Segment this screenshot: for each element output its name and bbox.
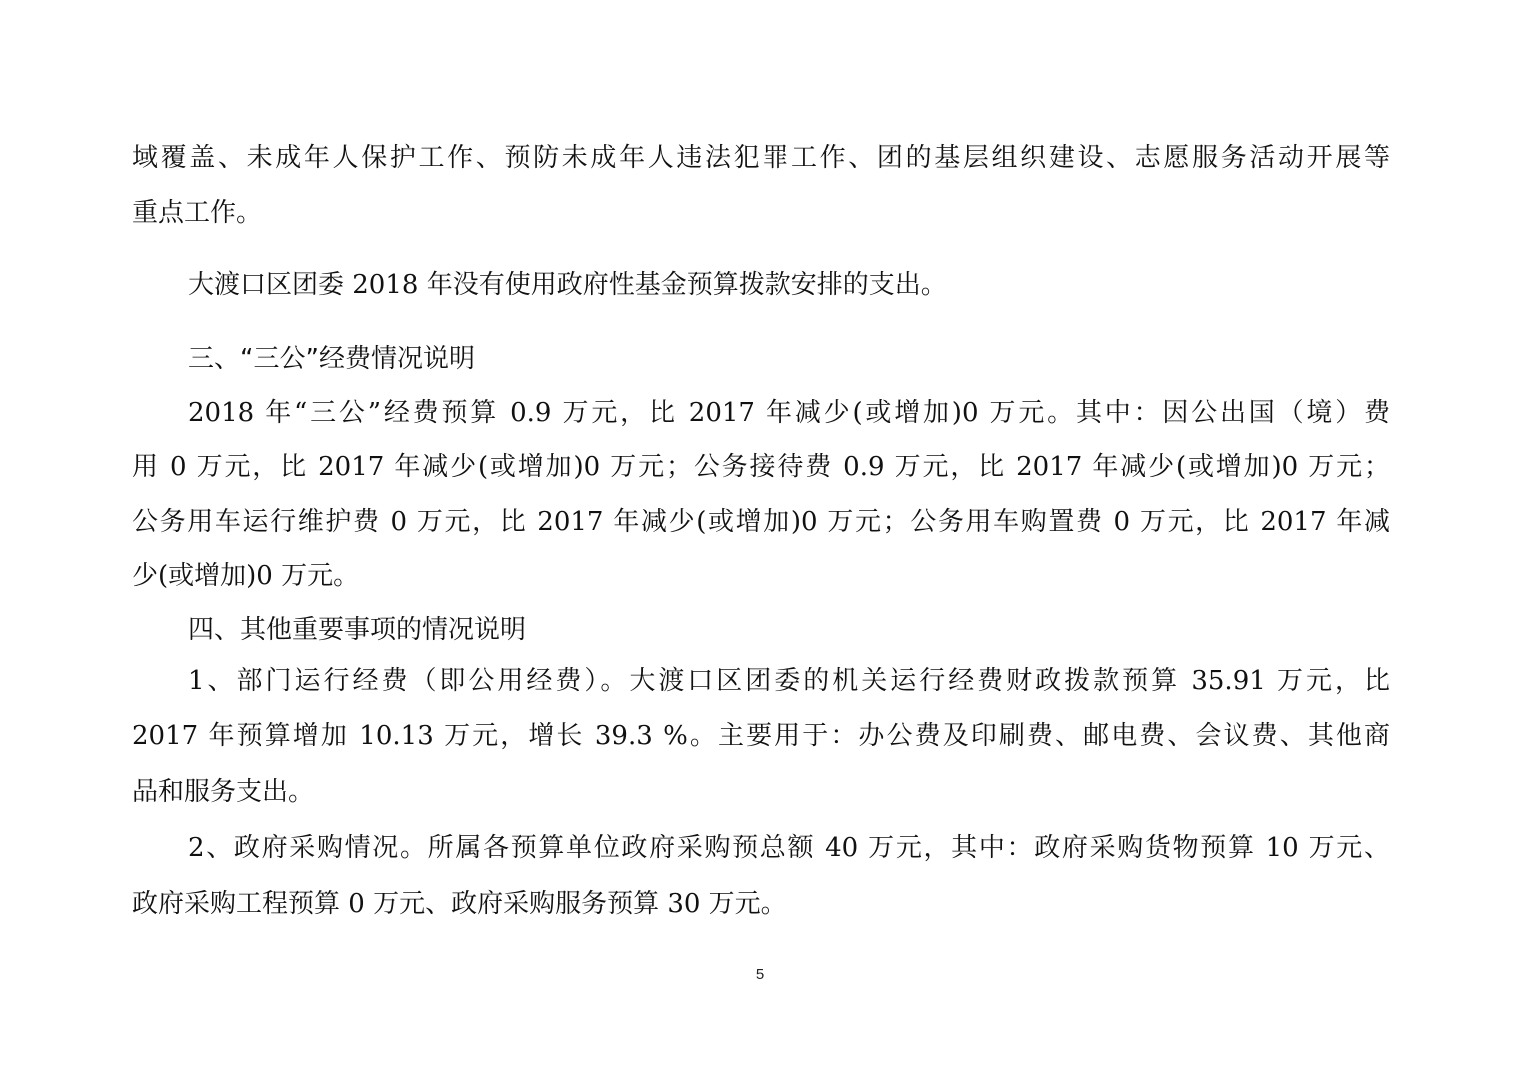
paragraph-line: 品和服务支出。 bbox=[132, 777, 315, 807]
section-heading: 三、“三公”经费情况说明 bbox=[188, 344, 475, 374]
paragraph-line: 重点工作。 bbox=[132, 198, 263, 228]
paragraph-line: 2018 年“三公”经费预算 0.9 万元，比 2017 年减少(或增加)0 万元。其中：因公出国（境）费 bbox=[188, 398, 1390, 428]
paragraph-line: 2、政府采购情况。所属各预算单位政府采购预总额 40 万元，其中：政府采购货物预算 10 万元、 bbox=[188, 833, 1390, 863]
paragraph-line: 2017 年预算增加 10.13 万元，增长 39.3 %。主要用于：办公费及印刷费、邮电费、会议费、其他商 bbox=[132, 721, 1390, 751]
page-number: 5 bbox=[755, 966, 765, 983]
paragraph-line: 公务用车运行维护费 0 万元，比 2017 年减少(或增加)0 万元；公务用车购置费 0 万元，比 2017 年减 bbox=[132, 507, 1390, 537]
paragraph-line: 政府采购工程预算 0 万元、政府采购服务预算 30 万元。 bbox=[132, 889, 787, 919]
section-heading: 四、其他重要事项的情况说明 bbox=[188, 615, 527, 645]
paragraph-line: 大渡口区团委 2018 年没有使用政府性基金预算拨款安排的支出。 bbox=[188, 270, 947, 300]
paragraph-line: 1、部门运行经费（即公用经费）。大渡口区团委的机关运行经费财政拨款预算 35.91 万元，比 bbox=[188, 666, 1390, 696]
paragraph-line: 域覆盖、未成年人保护工作、预防未成年人违法犯罪工作、团的基层组织建设、志愿服务活动开展等 bbox=[132, 143, 1390, 173]
paragraph-line: 用 0 万元，比 2017 年减少(或增加)0 万元；公务接待费 0.9 万元，比 2017 年减少(或增加)0 万元； bbox=[132, 452, 1390, 482]
paragraph-line: 少(或增加)0 万元。 bbox=[132, 561, 360, 591]
